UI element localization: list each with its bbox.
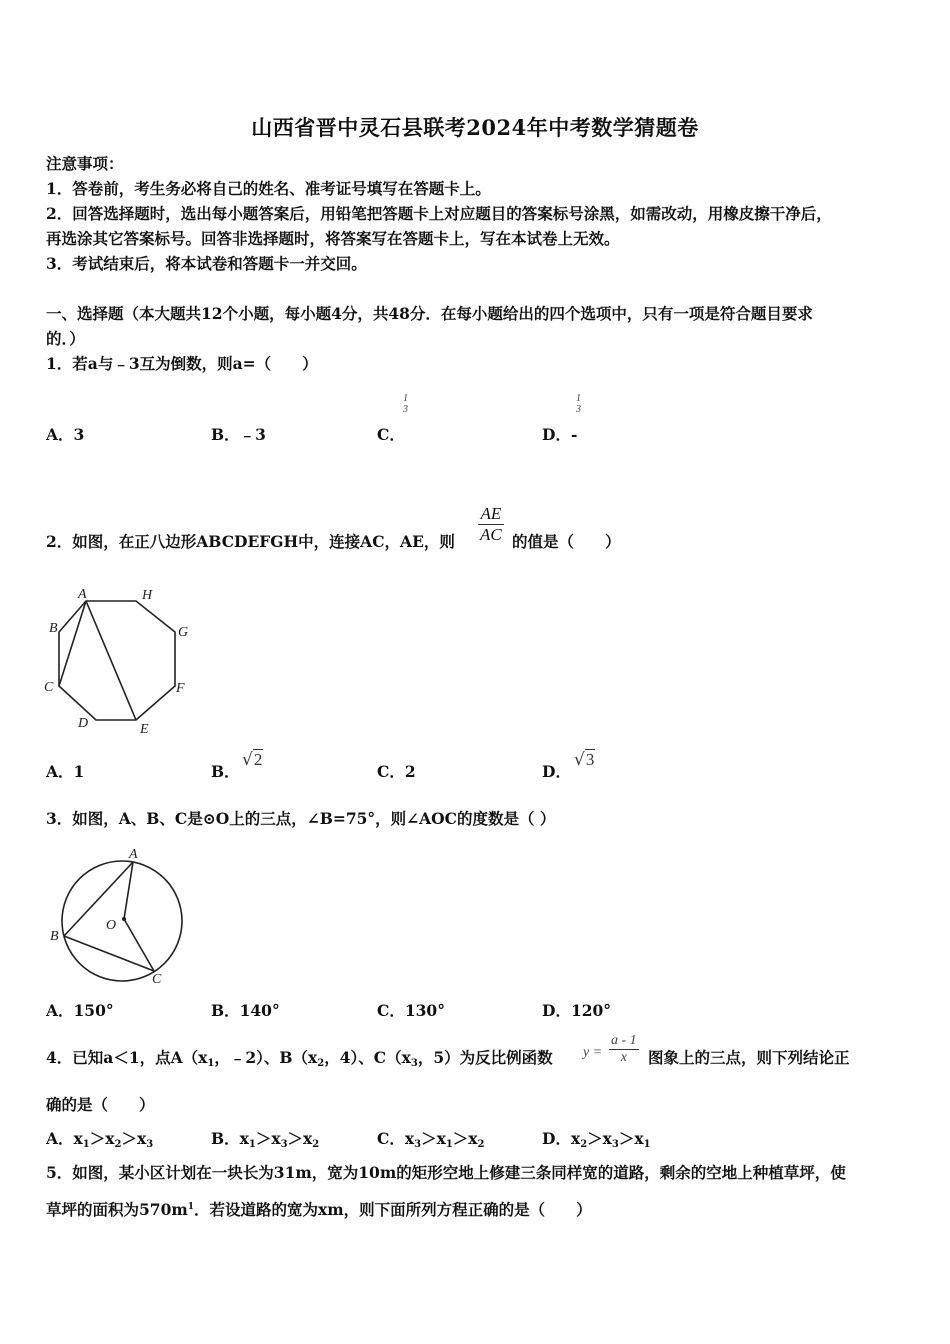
sqrt-radicand: 2 <box>253 750 263 769</box>
subscript: 2 <box>114 1139 122 1150</box>
notes-item-2-line-2: 再选涂其它答案标号。回答非选择题时，将答案写在答题卡上，写在本试卷上无效。 <box>46 229 620 248</box>
q4-stem-line-2: 确的是（ ） <box>46 1095 155 1114</box>
point-label-b: B <box>50 929 59 944</box>
notes-item-3: 3．考试结束后，将本试卷和答题卡一并交回。 <box>46 254 367 273</box>
circle-o <box>62 861 182 981</box>
sqrt-symbol: √ <box>574 750 585 770</box>
option-text: ＞x <box>452 1129 478 1148</box>
notes-item-2-line-1: 2．回答选择题时，选出每小题答案后，用铅笔把答题卡上对应题目的答案标号涂黑，如需改动，用橡皮擦干净后， <box>46 204 832 223</box>
segment-bc <box>64 936 154 971</box>
q4-stem-text-3: ，4）、C（x <box>324 1048 411 1067</box>
option-text: ＞x <box>421 1129 446 1148</box>
fraction-numerator: 1 <box>403 393 408 404</box>
q4-stem-text-4: ，5）为反比例函数 <box>417 1048 553 1067</box>
option-text: ＞x <box>287 1129 313 1148</box>
point-label-o: O <box>106 918 117 933</box>
point-label-c: C <box>152 972 162 987</box>
option-text: ＞x <box>587 1129 612 1148</box>
fraction-denominator: 3 <box>403 404 408 415</box>
circle-figure <box>44 843 194 988</box>
option-text: ＞x <box>255 1129 281 1148</box>
superscript: 1 <box>187 1202 195 1212</box>
q4-stem-pre <box>46 1046 553 1069</box>
q4-option-d <box>542 1127 651 1150</box>
fraction-numerator: a - 1 <box>611 1033 637 1048</box>
option-text: x <box>404 1129 415 1148</box>
subscript: 3 <box>410 1058 418 1069</box>
vertex-label-a: A <box>78 587 87 602</box>
segment-oc <box>124 919 154 971</box>
fraction-denominator: x <box>620 1050 627 1065</box>
section-1-heading: 一、选择题（本大题共12个小题，每小题4分，共48分．在每小题给出的四个选项中，只有一项是符合题目要求 <box>46 304 813 323</box>
q1-option-c-fraction <box>403 393 408 415</box>
octagon-shape <box>59 601 175 720</box>
subscript: 1 <box>248 1139 256 1150</box>
option-text: ＞x <box>618 1129 644 1148</box>
q1-stem: 1．若a与﹣3互为倒数，则a=（ ） <box>46 354 318 373</box>
q4-option-c <box>377 1127 485 1150</box>
q4-function-fraction <box>609 1033 639 1066</box>
option-letter: A． <box>46 1129 74 1148</box>
subscript: 3 <box>414 1139 422 1150</box>
q1-option-b: B．﹣3 <box>211 425 266 444</box>
subscript: 1 <box>82 1139 90 1150</box>
q5-text: 草坪的面积为570m <box>46 1200 188 1219</box>
sqrt-radicand: 3 <box>585 750 595 769</box>
center-point <box>122 917 126 921</box>
subscript: 3 <box>280 1139 288 1150</box>
q2-option-d-sqrt <box>574 750 595 770</box>
option-letter: C． <box>377 1129 405 1148</box>
q5-stem-line-2 <box>46 1198 592 1220</box>
vertex-label-e: E <box>140 722 149 737</box>
vertex-label-c: C <box>44 680 54 695</box>
q2-option-d: D． <box>542 762 571 781</box>
segment-ae <box>86 601 136 720</box>
q2-stem-pre: 2．如图，在正八边形ABCDEFGH中，连接AC，AE，则 <box>46 532 455 551</box>
q4-function-lhs: y = <box>583 1045 603 1060</box>
option-text: ＞x <box>89 1129 115 1148</box>
subscript: 1 <box>207 1058 215 1069</box>
q3-option-a: A．150° <box>46 1001 114 1020</box>
q2-ratio-fraction <box>478 504 504 545</box>
q4-stem-text-2: ，﹣2）、B（x <box>214 1048 318 1067</box>
q4-option-b <box>211 1127 319 1150</box>
notes-heading: 注意事项： <box>46 154 124 173</box>
option-text: x <box>570 1129 581 1148</box>
q5-stem-line-1: 5．如图，某小区计划在一块长为31m，宽为10m的矩形空地上修建三条同样宽的道路，剩余的空地上种植草坪，使 <box>46 1163 846 1182</box>
page-title: 山西省晋中灵石县联考2024年中考数学猜题卷 <box>251 115 699 140</box>
vertex-label-f: F <box>176 681 185 696</box>
q5-text: ．若设道路的宽为xm，则下面所列方程正确的是（ ） <box>194 1200 592 1219</box>
vertex-label-h: H <box>142 588 153 603</box>
fraction-denominator: AC <box>480 525 502 544</box>
notes-item-1: 1．答卷前，考生务必将自己的姓名、准考证号填写在答题卡上。 <box>46 179 491 198</box>
q1-option-c: C． <box>377 425 405 444</box>
q1-option-a: A．3 <box>46 425 85 444</box>
subscript: 3 <box>611 1139 619 1150</box>
subscript: 2 <box>580 1139 588 1150</box>
fraction-denominator: 3 <box>576 404 581 415</box>
q3-option-b: B．140° <box>211 1001 280 1020</box>
q1-option-d: D．- <box>542 425 578 444</box>
option-letter: D． <box>542 1129 571 1148</box>
segment-ac <box>59 601 86 686</box>
segment-ab <box>64 862 133 936</box>
q3-stem: 3．如图，A、B、C是⊙O上的三点，∠B=75°，则∠AOC的度数是（ ） <box>46 809 556 828</box>
q2-stem-post: 的值是（ ） <box>512 532 621 551</box>
subscript: 2 <box>317 1058 325 1069</box>
subscript: 1 <box>445 1139 453 1150</box>
q3-option-c: C．130° <box>377 1001 445 1020</box>
q4-stem-text-1: 4．已知a＜1，点A（x <box>46 1048 208 1067</box>
q2-option-b: B． <box>211 762 240 781</box>
vertex-label-b: B <box>49 621 58 636</box>
option-text: x <box>239 1129 249 1148</box>
section-1-heading-cont: 的．） <box>46 329 85 348</box>
q1-option-d-fraction <box>576 393 581 415</box>
fraction-numerator: AE <box>478 504 504 525</box>
q2-option-a: A．1 <box>46 762 85 781</box>
octagon-figure <box>38 584 198 739</box>
option-text: x <box>73 1129 83 1148</box>
q4-stem-post: 图象上的三点，则下列结论正 <box>648 1048 850 1067</box>
vertex-label-d: D <box>78 716 89 731</box>
sqrt-symbol: √ <box>242 750 253 770</box>
q2-option-b-sqrt <box>242 750 263 770</box>
fraction-numerator: 1 <box>576 393 581 404</box>
point-label-a: A <box>129 847 138 862</box>
q2-option-c: C．2 <box>377 762 416 781</box>
subscript: 2 <box>312 1139 320 1150</box>
option-letter: B． <box>211 1129 240 1148</box>
subscript: 1 <box>643 1139 651 1150</box>
option-text: ＞x <box>121 1129 147 1148</box>
q3-option-d: D．120° <box>542 1001 612 1020</box>
vertex-label-g: G <box>178 625 189 640</box>
q4-option-a <box>46 1127 153 1150</box>
subscript: 3 <box>146 1139 154 1150</box>
subscript: 2 <box>477 1139 485 1150</box>
